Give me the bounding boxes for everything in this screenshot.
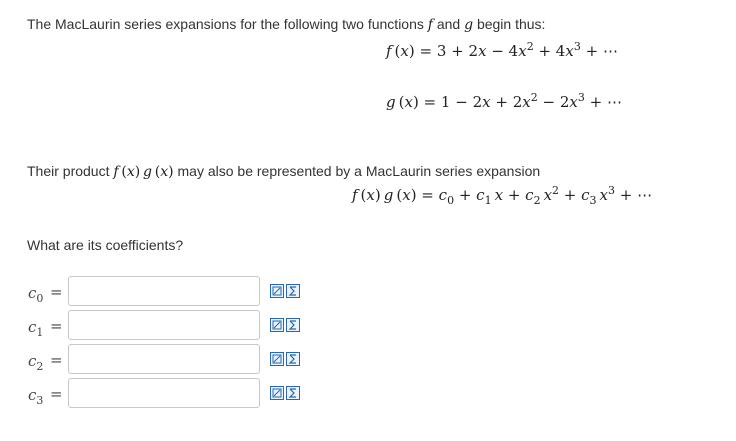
c2-answer-input[interactable] <box>68 344 260 374</box>
coefficient-label: $c_2$ <box>28 352 44 373</box>
sigma-symbol-icon[interactable] <box>286 386 300 400</box>
function-f: f <box>427 17 433 33</box>
c1-answer-input[interactable] <box>68 310 260 340</box>
math-editor-icon[interactable] <box>270 284 284 298</box>
and-text: and <box>436 16 461 32</box>
math-editor-icon[interactable] <box>270 386 284 400</box>
coefficient-label: $c_0$ <box>28 284 44 305</box>
function-g: g <box>464 17 474 33</box>
g-series-equation: g $(x) = 1 - 2x + 2x^2 - 2x^3$ + ⋯ <box>386 91 622 111</box>
math-editor-icon[interactable] <box>270 352 284 366</box>
coefficient-label: $c_3$ <box>28 386 44 407</box>
c0-answer-input[interactable] <box>68 276 260 306</box>
math-editor-icon[interactable] <box>270 318 284 332</box>
begin-thus-text: begin thus: <box>476 16 546 32</box>
product-line: Their product f (x) g (x) may also be represented by a MacLaurin series expansion <box>27 163 541 180</box>
c3-answer-input[interactable] <box>68 378 260 408</box>
product-series-equation: f (x) g $(x) = c_0 + c_1$ $x + c_2$ $x^2 + c_3$ $x^3$ + ⋯ <box>352 184 653 207</box>
intro-text: The MacLaurin series expansions for the following two functions <box>27 16 424 32</box>
intro-line <box>27 16 545 33</box>
question-text: What are its coefficients? <box>27 237 184 253</box>
sigma-symbol-icon[interactable] <box>286 318 300 332</box>
sigma-symbol-icon[interactable] <box>286 352 300 366</box>
sigma-symbol-icon[interactable] <box>286 284 300 298</box>
coefficient-label: $c_1$ <box>28 318 44 339</box>
f-series-equation: f $(x) = 3 + 2x - 4x^2 + 4x^3$ + ⋯ <box>386 40 618 60</box>
